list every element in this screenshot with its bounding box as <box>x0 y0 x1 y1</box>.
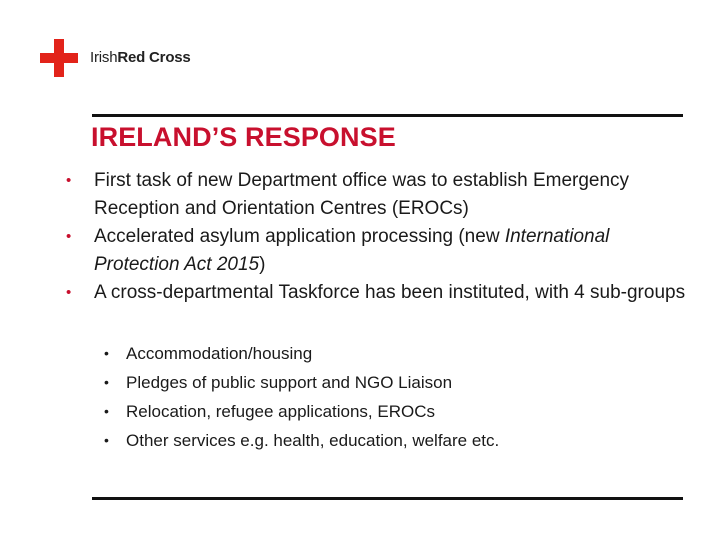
bullet-item <box>66 223 696 279</box>
sub-bullet-text: Relocation, refugee applications, EROCs <box>126 402 435 421</box>
sub-bullet-text: Accommodation/housing <box>126 344 313 363</box>
bullet-text: A cross-departmental Taskforce has been instituted, with 4 sub-groups <box>94 282 686 303</box>
bullet-icon: • <box>66 172 72 189</box>
sub-bullet-item <box>104 368 664 397</box>
bottom-divider <box>92 497 683 500</box>
sub-bullet-item <box>104 397 664 426</box>
bullet-icon: • <box>66 228 72 245</box>
slide-title: IRELAND’S RESPONSE <box>91 122 396 152</box>
sub-bullet-text: Other services e.g. health, education, welfare etc. <box>126 431 500 450</box>
sub-bullet-item <box>104 339 664 368</box>
brand-name-regular: Irish <box>90 49 118 66</box>
bullet-text-italic: International Protection Act 2015 <box>94 226 610 275</box>
bullet-item <box>66 279 696 307</box>
sub-bullet-list <box>104 339 664 455</box>
red-cross-icon-horizontal <box>40 53 78 63</box>
sub-bullet-icon: • <box>104 374 109 390</box>
sub-bullet-text: Pledges of public support and NGO Liaison <box>126 373 453 392</box>
sub-bullet-icon: • <box>104 403 109 419</box>
sub-bullet-item <box>104 426 664 455</box>
sub-bullet-icon: • <box>104 345 109 361</box>
bullet-icon: • <box>66 284 72 301</box>
irish-red-cross-logo <box>40 39 210 79</box>
sub-bullet-icon: • <box>104 432 109 448</box>
main-bullet-list <box>66 167 696 307</box>
brand-name-bold: Red Cross <box>117 49 191 66</box>
bullet-text: Accelerated asylum application processing (new <box>94 226 505 247</box>
bullet-item <box>66 167 696 223</box>
brand-name <box>90 49 191 67</box>
bullet-text: First task of new Department office was to establish Emergency Reception and Orientation Centres (EROCs) <box>94 170 630 219</box>
bullet-text: ) <box>259 254 266 275</box>
top-divider <box>92 114 683 117</box>
